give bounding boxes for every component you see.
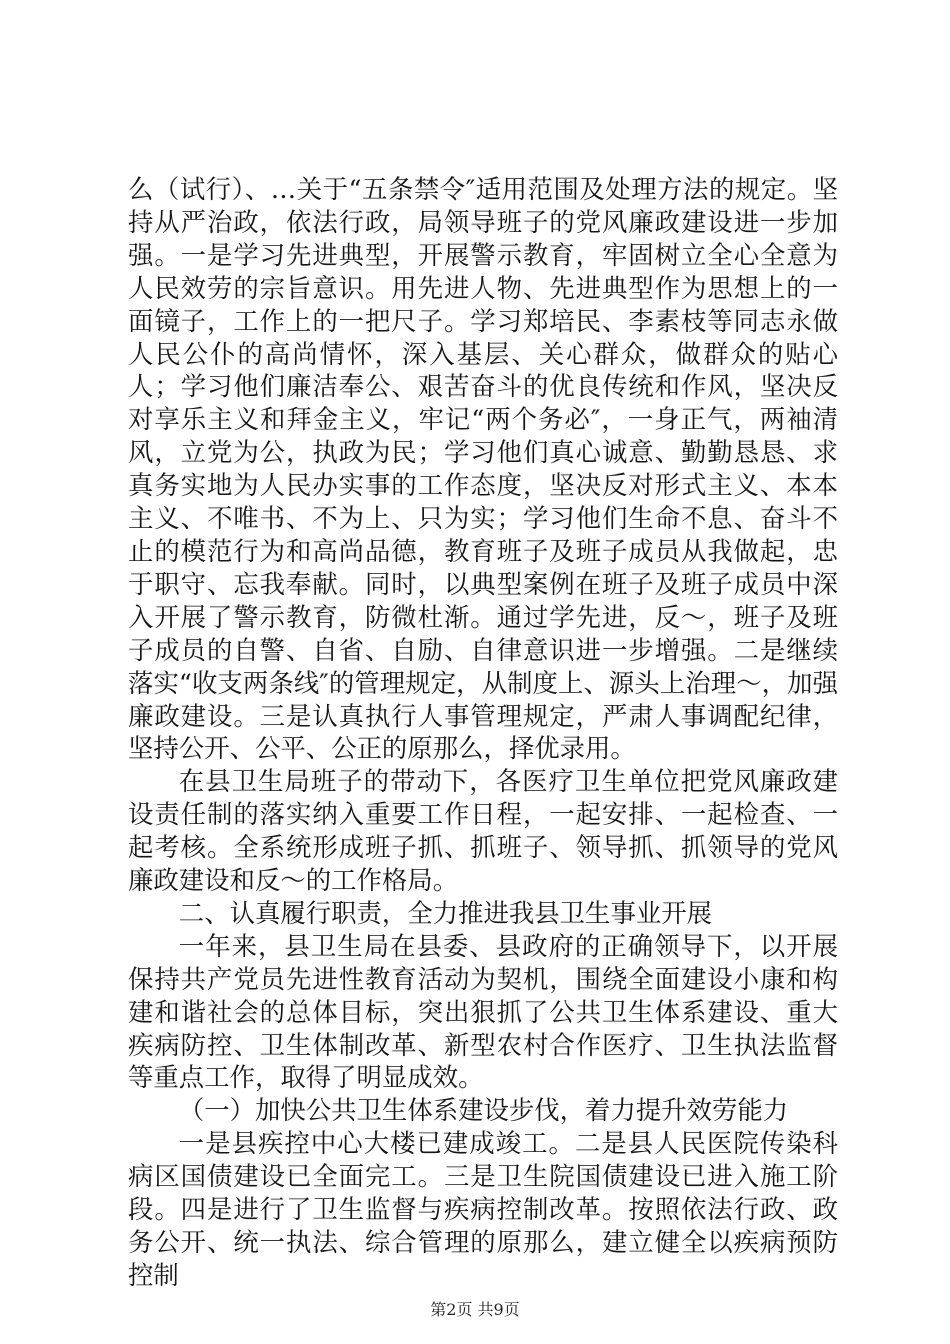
document-body [128, 173, 838, 1292]
page-number-footer: 第2页 共9页 [430, 1300, 520, 1319]
paragraph-year-summary: 一年来，县卫生局在县委、县政府的正确领导下，以开展保持共产党员先进性教育活动为契机，围绕全面建设小康和构建和谐社会的总体目标，突出狠抓了公共卫生体系建设、重大疾病防控、卫生体制改革、新型农村合作医疗、卫生执法监督等重点工作，取得了明显成效。 [128, 930, 838, 1093]
paragraph-party-conduct: 在县卫生局班子的带动下，各医疗卫生单位把党风廉政建设责任制的落实纳入重要工作日程，一起安排、一起检查、一起考核。全系统形成班子抓、抓班子、领导抓、抓领导的党风廉政建设和反～的工作格局。 [128, 766, 838, 896]
paragraph-construction: 一是县疾控中心大楼已建成竣工。二是县人民医院传染科病区国债建设已全面完工。三是卫生院国债建设已进入施工阶段。四是进行了卫生监督与疾病控制改革。按照依法行政、政务公开、统一执法、综合管理的原那么，建立健全以疾病预防控制 [128, 1128, 838, 1290]
paragraph-continuation: 么（试行）、…关于“五条禁令″适用范围及处理方法的规定。坚持从严治政，依法行政，局领导班子的党风廉政建设进一步加强。一是学习先进典型，开展警示教育，牢固树立全心全意为人民效劳的宗旨意识。用先进人物、先进典型作为思想上的一面镜子，工作上的一把尺子。学习郑培民、李素枝等同志永做人民公仆的高尚情怀，深入基层、关心群众，做群众的贴心人；学习他们廉洁奉公、艰苦奋斗的优良传统和作风，坚决反对享乐主义和拜金主义，牢记“两个务必″，一身正气，两袖清风，立党为公，执政为民；学习他们真心诚意、勤勤恳恳、求真务实地为人民办实事的工作态度，坚决反对形式主义、本本主义、不唯书、不为上、只为实；学习他们生命不息、奋斗不止的模范行为和高尚品德，教育班子及班子成员从我做起，忠于职守、忘我奉献。同时，以典型案例在班子及班子成员中深入开展了警示教育，防微杜渐。通过学先进，反～，班子及班子成员的自警、自省、自励、自律意识进一步增强。二是继续落实“收支两条线″的管理规定，从制度上、源头上治理～，加强廉政建设。三是认真执行人事管理规定，严肃人事调配纪律，坚持公开、公平、公正的原那么，择优录用。 [128, 174, 838, 764]
section-heading-duties: 二、认真履行职责，全力推进我县卫生事业开展 [178, 897, 712, 928]
subsection-heading-public-health: （一）加快公共卫生体系建设步伐，着力提升效劳能力 [178, 1095, 789, 1126]
